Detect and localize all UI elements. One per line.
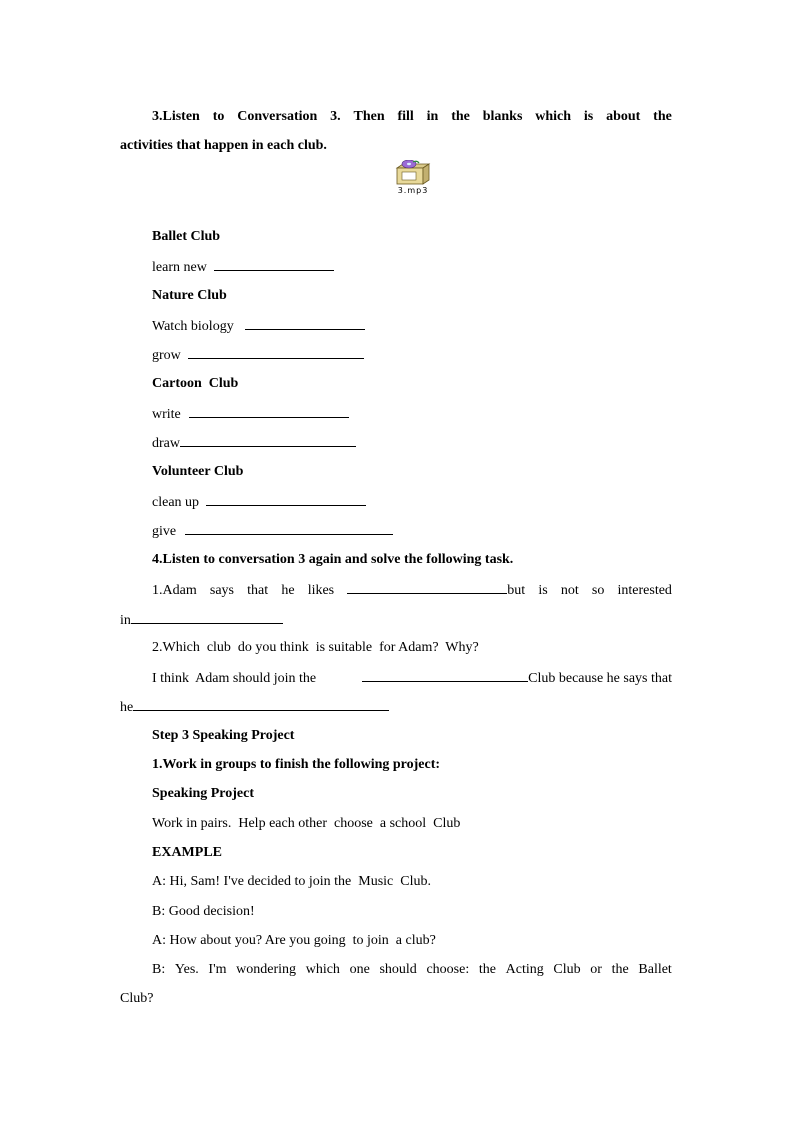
q4-item2: 2.Which club do you think is suitable for Adam? Why?: [152, 640, 479, 655]
q4-answer-cont: he: [120, 697, 389, 717]
q3-line2: activities that happen in each club.: [120, 138, 327, 153]
word: is: [583, 109, 594, 124]
word: 3.Listen: [152, 109, 200, 124]
word: which: [535, 109, 572, 124]
word: Conversation: [237, 109, 318, 124]
fill-line: learn new: [152, 257, 334, 277]
q4-heading: 4.Listen to conversation 3 again and solve the following task.: [152, 552, 514, 567]
club-title: Volunteer Club: [152, 464, 244, 479]
project-instruction: Work in pairs. Help each other choose a school Club: [152, 816, 461, 831]
dialogue-line-cont: Club?: [120, 991, 154, 1006]
word: fill: [397, 109, 414, 124]
fill-line: Watch biology: [152, 316, 365, 336]
dialogue-line: B: Good decision!: [152, 904, 255, 919]
word: about: [606, 109, 641, 124]
answer-blank[interactable]: [185, 521, 393, 535]
answer-blank[interactable]: [245, 316, 365, 330]
club-title: Nature Club: [152, 288, 227, 303]
dialogue-line: A: How about you? Are you going to join a club?: [152, 933, 436, 948]
answer-blank[interactable]: [180, 433, 356, 447]
word: the: [653, 109, 672, 124]
answer-blank[interactable]: [131, 610, 283, 624]
audio-attachment[interactable]: [390, 160, 436, 196]
answer-blank[interactable]: [347, 580, 507, 594]
dialogue-line: B: Yes. I'm wondering which one should choose: the Acting Club or the Ballet: [152, 962, 672, 977]
word: 3.: [330, 109, 341, 124]
word: the: [451, 109, 470, 124]
step3-task: 1.Work in groups to finish the following project:: [152, 757, 441, 772]
audio-file-icon: [393, 160, 433, 186]
fill-line: draw: [152, 433, 356, 453]
example-label: EXAMPLE: [152, 845, 222, 860]
fill-line: clean up: [152, 492, 366, 512]
fill-line: write: [152, 404, 349, 424]
answer-blank[interactable]: [214, 257, 334, 271]
q4-item1: 1.Adam says that he likes but is not so interested: [152, 580, 672, 600]
word: in: [426, 109, 439, 124]
step3-heading: Step 3 Speaking Project: [152, 728, 295, 743]
answer-blank[interactable]: [189, 404, 349, 418]
answer-blank[interactable]: [133, 697, 389, 711]
answer-blank[interactable]: [206, 492, 366, 506]
club-title: Ballet Club: [152, 229, 221, 244]
fill-line: grow: [152, 345, 364, 365]
word: blanks: [482, 109, 523, 124]
word: Then: [353, 109, 385, 124]
project-title: Speaking Project: [152, 786, 255, 801]
attachment-filename: 3.mp3: [397, 186, 429, 195]
q4-answer: I think Adam should join the Club because he says that: [152, 668, 672, 688]
q4-item1-cont: in: [120, 610, 283, 630]
dialogue-line: A: Hi, Sam! I've decided to join the Music Club.: [152, 874, 431, 889]
word: to: [212, 109, 225, 124]
q3-line1: [152, 108, 672, 126]
answer-blank[interactable]: [188, 345, 364, 359]
answer-blank[interactable]: [362, 668, 528, 682]
club-title: Cartoon Club: [152, 376, 239, 391]
fill-line: give: [152, 521, 393, 541]
